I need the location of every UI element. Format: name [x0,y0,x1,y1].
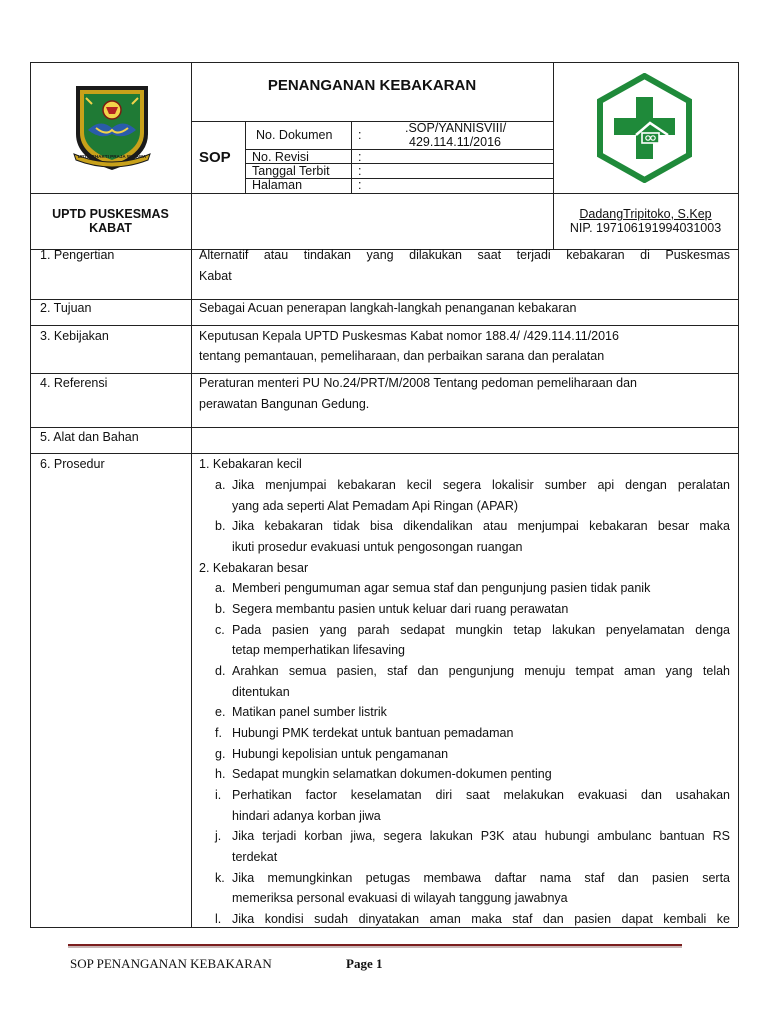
section-label-pengertian: 1. Pengertian [40,248,115,262]
referensi-text-line1: Peraturan menteri PU No.24/PRT/M/2008 Tentang pedoman pemeliharaan dan [199,376,638,390]
footer-title: SOP PENANGANAN KEBAKARAN [70,956,272,971]
big-item-marker: a. [215,581,226,595]
issue-date-label: Tanggal Terbit [252,164,330,178]
big-item-marker: i. [215,788,222,802]
referensi-text-line2: perawatan Bangunan Gedung. [199,397,370,411]
puskesmas-logo [596,73,693,183]
tujuan-text: Sebagai Acuan penerapan langkah-langkah penanganan kebakaran [199,301,577,315]
big-item-marker: f. [215,726,222,740]
big-item-line1: Arahkan semua pasien, staf dan pengunjung menuju tempat aman yang telah [232,664,730,678]
big-item-line1: Sedapat mungkin selamatkan dokumen-dokumen penting [232,767,552,781]
big-item-line2: ditentukan [232,685,290,699]
emblem-motto: UPTD BHAKTI PRAJA WIBAWA [77,154,147,159]
prosedur-heading-kebakaran-besar: 2. Kebakaran besar [199,561,309,575]
kebijakan-text-line1: Keputusan Kepala UPTD Puskesmas Kabat nomor 188.4/ /429.114.11/2016 [199,329,619,343]
section-label-referensi: 4. Referensi [40,376,108,390]
big-item-marker: h. [215,767,226,781]
big-item-line1: Jika kondisi sudah dinyatakan aman maka staf dan pasien dapat kembali ke [232,912,730,926]
big-item-line1: Matikan panel sumber listrik [232,705,387,719]
organization-name-line2: KABAT [89,221,132,235]
big-item-marker: c. [215,623,225,637]
doc-number-value-line1: .SOP/YANNISVIII/ [405,121,507,135]
small-item-line1: Jika kebakaran tidak bisa dikendalikan atau menjumpai kebakaran besar maka [232,519,730,533]
big-item-line1: Memberi pengumuman agar semua staf dan pengunjung pasien tidak panik [232,581,651,595]
revision-colon: : [358,150,362,164]
big-item-line2: memeriksa personal evakuasi di wilayah tanggung jawabnya [232,891,568,905]
signer-name: DadangTripitoko, S.Kep [579,207,712,221]
page-field-colon: : [358,178,362,192]
signer-nip: NIP. 197106191994031003 [569,221,722,235]
section-label-alat-bahan: 5. Alat dan Bahan [40,430,139,444]
small-item-line1: Jika menjumpai kebakaran kecil segera lokalisir sumber api dengan peralatan [232,478,730,492]
small-item-line2: yang ada seperti Alat Pemadam Api Ringan (APAR) [232,499,519,513]
issue-date-colon: : [358,164,362,178]
big-item-marker: k. [215,871,225,885]
big-item-line1: Segera membantu pasien untuk keluar dari ruang perawatan [232,602,569,616]
section-label-tujuan: 2. Tujuan [40,301,92,315]
big-item-marker: g. [215,747,226,761]
big-item-marker: j. [215,829,222,843]
big-item-line1: Hubungi kepolisian untuk pengamanan [232,747,449,761]
doc-number-label: No. Dokumen [256,128,333,142]
small-item-marker: b. [215,519,226,533]
big-item-marker: l. [215,912,222,926]
sop-label: SOP [199,149,231,166]
big-item-marker: b. [215,602,226,616]
doc-number-colon: : [358,128,362,142]
big-item-marker: e. [215,705,226,719]
big-item-line1: Jika memungkinkan petugas membawa daftar nama staf dan pasien serta [232,871,730,885]
footer-rule [68,944,682,946]
big-item-line2: terdekat [232,850,278,864]
pengertian-text-line1: Alternatif atau tindakan yang dilakukan saat terjadi kebakaran di Puskesmas [199,248,730,262]
organization-name-line1: UPTD PUSKESMAS [52,207,169,221]
regency-emblem-logo [66,80,158,172]
big-item-line2: tetap memperhatikan lifesaving [232,643,406,657]
revision-label: No. Revisi [252,150,309,164]
prosedur-heading-kebakaran-kecil: 1. Kebakaran kecil [199,457,302,471]
page-field-label: Halaman [252,178,303,192]
doc-number-value-line2: 429.114.11/2016 [409,135,501,149]
document-title: PENANGANAN KEBAKARAN [267,77,477,94]
big-item-line1: Hubungi PMK terdekat untuk bantuan pemadaman [232,726,514,740]
section-label-kebijakan: 3. Kebijakan [40,329,109,343]
kebijakan-text-line2: tentang pemantauan, pemeliharaan, dan perbaikan sarana dan peralatan [199,349,605,363]
big-item-line1: Pada pasien yang parah sedapat mungkin tetap lakukan penyelamatan denga [232,623,730,637]
big-item-line1: Perhatikan factor keselamatan diri saat melakukan evakuasi dan usahakan [232,788,730,802]
big-item-marker: d. [215,664,226,678]
small-item-line2: ikuti prosedur evakuasi untuk pengosongan ruangan [232,540,523,554]
small-item-marker: a. [215,478,226,492]
big-item-line1: Jika terjadi korban jiwa, segera lakukan P3K atau hubungi ambulanc bantuan RS [232,829,730,843]
section-label-prosedur: 6. Prosedur [40,457,105,471]
footer-page-number: Page 1 [346,956,383,971]
pengertian-text-line2: Kabat [199,269,232,283]
big-item-line2: hindari adanya korban jiwa [232,809,381,823]
